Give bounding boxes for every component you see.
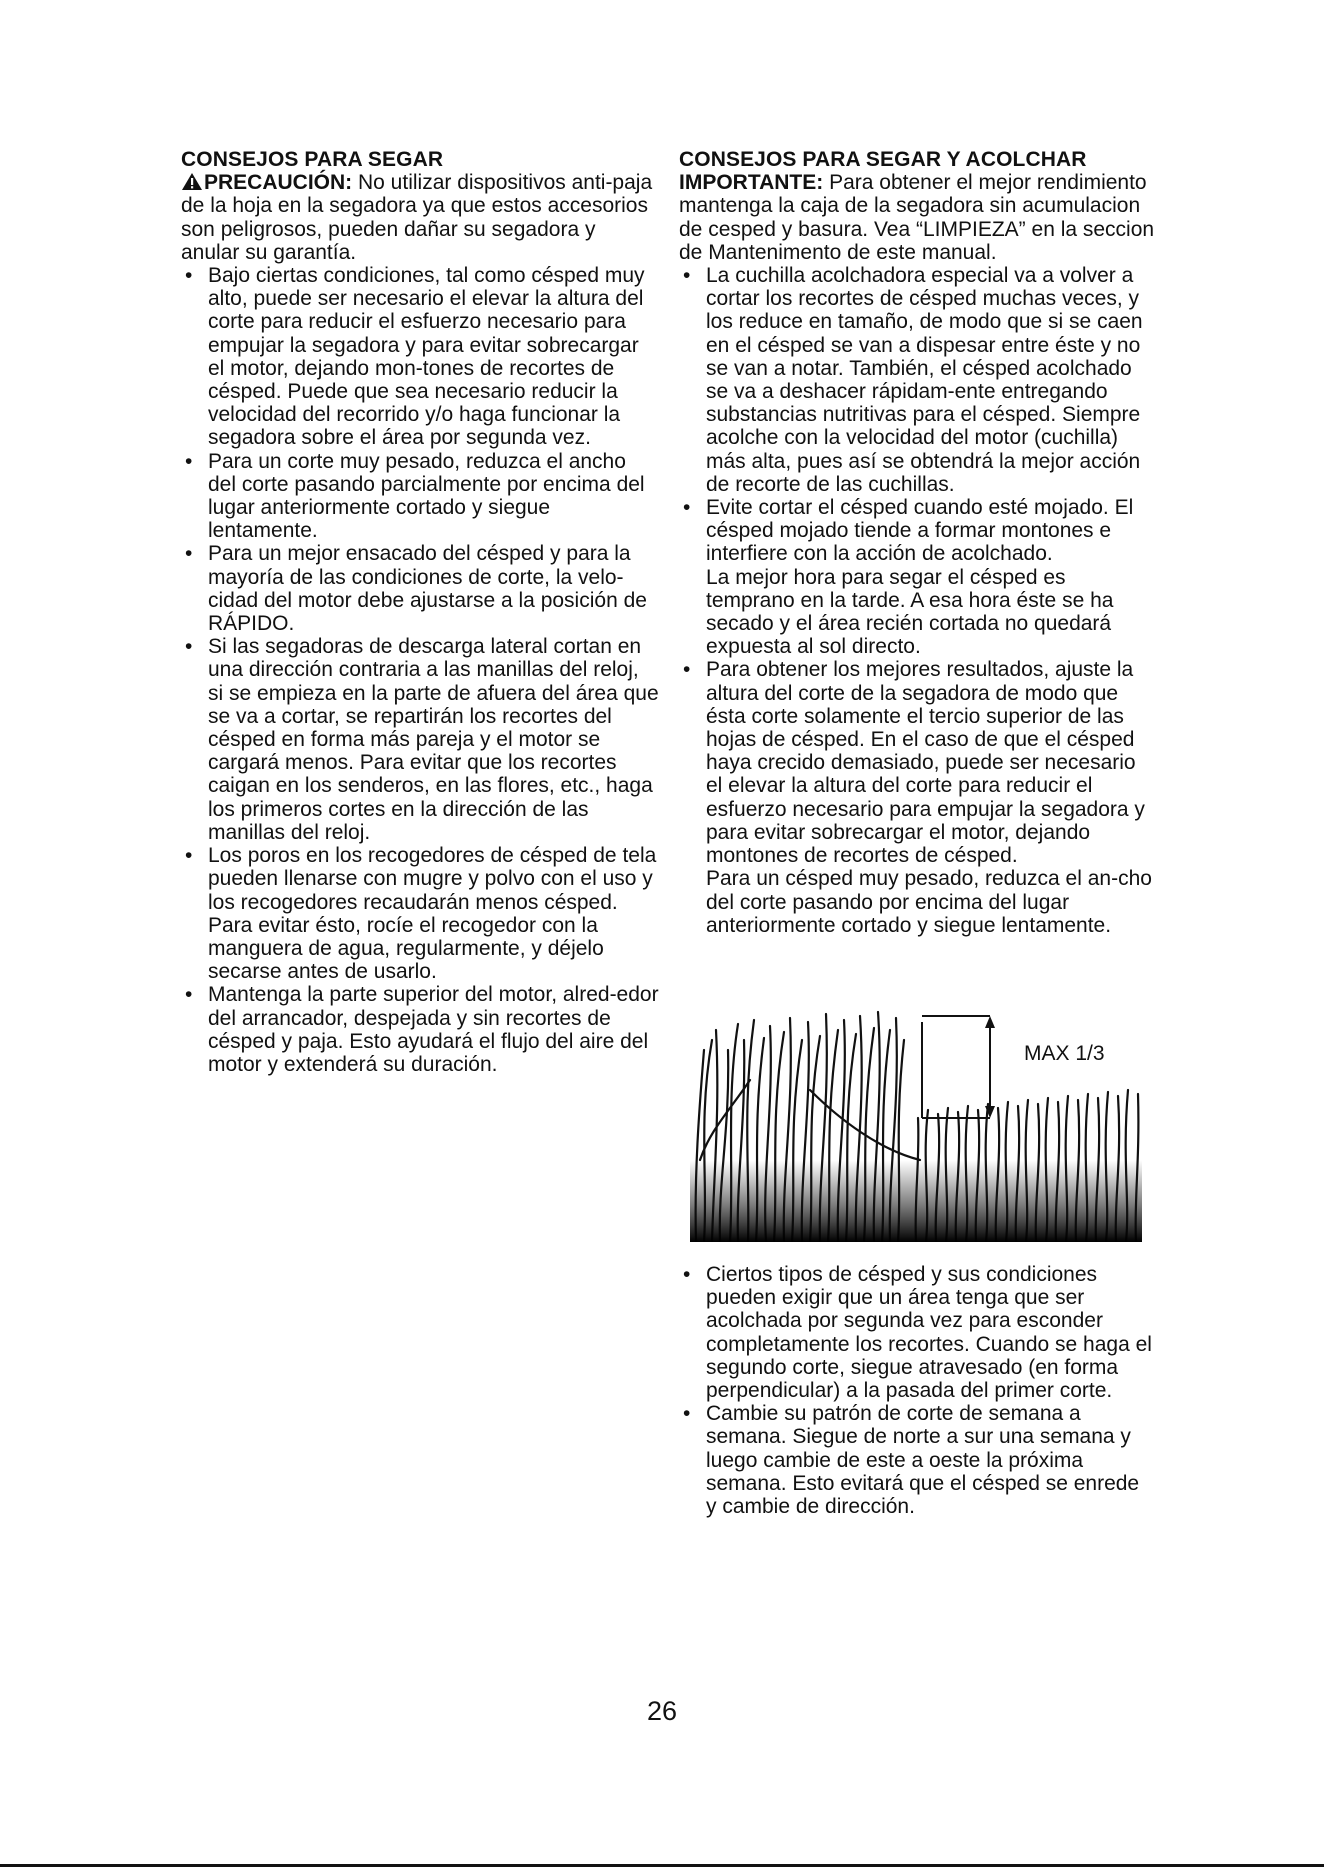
bottom-border-line — [0, 1864, 1324, 1867]
list-item: • Los poros en los recogedores de césped de tela pueden llenarse con mugre y polvo con el uso y los recogedores recaudarán menos césped. Para evitar ésto, rocíe el recogedor con la manguera de agua, regularmente, y déjelo secarse antes de usarlo. — [181, 844, 659, 983]
left-column — [181, 148, 659, 1076]
list-item: • Para un corte muy pesado, reduzca el ancho del corte pasando parcialmente por encima del lugar anteriormente cortado y siegue lentamente. — [181, 450, 659, 543]
max-cut-label: MAX 1/3 — [1024, 1042, 1105, 1065]
right-column — [679, 148, 1155, 937]
ground-shading — [690, 1160, 1142, 1242]
list-item: • Si las segadoras de descarga lateral cortan en una dirección contraria a las manillas del reloj, si se empieza en la parte de afuera del área que se va a cortar, se repartirán los recortes del césped en forma más pareja y el motor se cargará menos. Para evitar que los recortes caigan en los senderos, en las flores, etc., haga los primeros cortes en la dirección de las manillas del reloj. — [181, 635, 659, 844]
list-item-text: • Evite cortar el césped cuando esté mojado. El césped mojado tiende a formar montones e interfiere con la acción de acolchado. — [706, 496, 1134, 566]
page-number: 26 — [646, 1696, 678, 1726]
warning-triangle-icon — [181, 172, 203, 191]
list-item: • Ciertos tipos de césped y sus condiciones pueden exigir que un área tenga que ser acolchada por segunda vez para esconder completamente los recortes. Cuando se haga el segundo corte, siegue atravesado (en forma perpendicular) a la pasada del primer corte. — [679, 1263, 1155, 1402]
important-text: Para obtener el mejor rendimiento mantenga la caja de la segadora sin acumulacion de cesped y basura. Vea “LIMPIEZA” en la seccion de Mantenimento de este manual. — [679, 171, 1155, 264]
cut-height-indicator — [922, 1016, 995, 1118]
important-label: IMPORTANTE: — [679, 171, 824, 195]
list-item-text: Para un césped muy pesado, reduzca el an-cho del corte pasando por encima del lugar anteriormente cortado y siegue lentamente. — [706, 867, 1152, 937]
list-item-text: La mejor hora para segar el césped es temprano en la tarde. A esa hora éste se ha secado y el área recién cortada no quedará expuesta al sol directo. — [706, 565, 1114, 659]
important-paragraph — [679, 171, 1155, 264]
list-item — [679, 496, 1155, 658]
list-item — [679, 658, 1155, 936]
additional-mulching-tips-list — [679, 1263, 1155, 1518]
list-item: • Bajo ciertas condiciones, tal como césped muy alto, puede ser necesario el elevar la altura del corte para reducir el esfuerzo necesario para empujar la segadora y para evitar sobrecargar el motor, dejando mon-tones de recortes de césped. Puede que sea necesario reducir la velocidad del recorrido y/o haga funcionar la segadora sobre el área por segunda vez. — [181, 264, 659, 450]
caution-label: PRECAUCIÓN: — [204, 171, 353, 195]
list-item: • Para un mejor ensacado del césped y para la mayoría de las condiciones de corte, la velo-cidad del motor debe ajustarse a la posición de RÁPIDO. — [181, 542, 659, 635]
mowing-tips-heading: CONSEJOS PARA SEGAR — [181, 148, 444, 171]
mulching-tips-list — [679, 264, 1155, 937]
grass-cut-height-illustration — [690, 1010, 1142, 1242]
caution-paragraph — [181, 171, 659, 264]
caution-text: No utilizar dispositivos anti-paja de la hoja en la segadora ya que estos accesorios son peligrosos, pueden dañar su segadora y anular su garantía. — [181, 171, 653, 264]
list-item: • La cuchilla acolchadora especial va a volver a cortar los recortes de césped muchas veces, y los reduce en tamaño, de modo que si se caen en el césped se van a dispesar entre éste y no se van a notar. También, el césped acolchado se va a deshacer rápidam-ente entregando substancias nutritivas para el césped. Siempre acolche con la velocidad del motor (cuchilla) más alta, pues así se obtendrá la mejor acción de recorte de las cuchillas. — [679, 264, 1155, 496]
mowing-tips-list — [181, 264, 659, 1076]
list-item: • Mantenga la parte superior del motor, alred-edor del arrancador, despejada y sin recortes de césped y paja. Esto ayudará el flujo del aire del motor y extenderá su duración. — [181, 983, 659, 1076]
list-item-text: • Para obtener los mejores resultados, ajuste la altura del corte de la segadora de modo que ésta corte solamente el tercio superior de las hojas de césped. En el caso de que el césped haya crecido demasiado, puede ser necesario el elevar la altura del corte para reducir el esfuerzo necesario para empujar la segadora y para evitar sobrecargar el motor, dejando montones de recortes de césped. — [706, 658, 1145, 868]
mulching-tips-heading: CONSEJOS PARA SEGAR Y ACOLCHAR — [679, 148, 1087, 171]
list-item: • Cambie su patrón de corte de semana a semana. Siegue de norte a sur una semana y luego cambie de este a oeste la próxima semana. Esto evitará que el césped se enrede y cambie de dirección. — [679, 1402, 1155, 1518]
